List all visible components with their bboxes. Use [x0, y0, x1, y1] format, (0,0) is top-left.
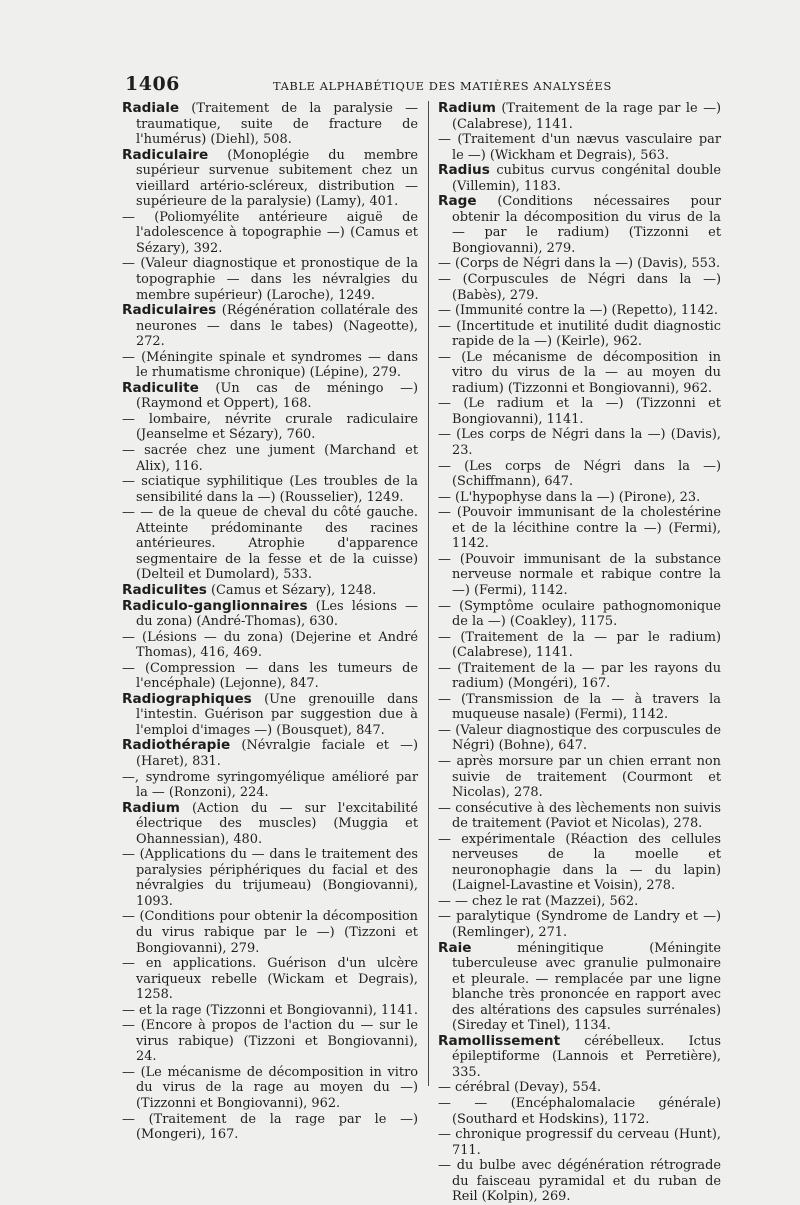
entry-headword: Radiculite [122, 379, 199, 396]
index-entry [438, 132, 721, 163]
index-entry [438, 1034, 721, 1081]
entry-text: (Traitement de la rage par le —) (Calabrese), 1141. [452, 101, 721, 132]
entry-headword: Radiculites [122, 581, 207, 598]
entry-text: — (Corpuscules de Négri dans la —) (Babès), 279. [438, 272, 721, 303]
entry-headword: Rage [438, 193, 477, 210]
index-entry [122, 692, 418, 739]
index-entry [122, 381, 418, 412]
entry-text: méningitique (Méningite tuberculeuse avec granulie pulmonaire et pleurale. — remplacée par une ligne blanche très prononcée en rapport avec des altérations des capsules surrénales) (Sireday et Tinel), 1134. [452, 940, 721, 1034]
index-entry [438, 101, 721, 132]
index-entry [438, 599, 721, 630]
index-entry [438, 350, 721, 397]
entry-headword: Radiographiques [122, 690, 252, 707]
index-entry [438, 661, 721, 692]
index-entry [438, 396, 721, 427]
entry-text: — cérébral (Devay), 554. [438, 1080, 602, 1096]
index-entry [122, 1065, 418, 1112]
entry-text: —, syndrome syringomyélique amélioré par la — (Ronzoni), 224. [122, 769, 418, 801]
index-entry [122, 661, 418, 692]
page-number: 1406 [125, 73, 180, 95]
index-entry [438, 1127, 721, 1158]
entry-text: — (Immunité contre la —) (Repetto), 1142. [438, 303, 718, 319]
index-entry [122, 350, 418, 381]
entry-text: cérébelleux. Ictus épileptiforme (Lannois et Perretière), 335. [452, 1033, 721, 1080]
entry-text: (Monoplégie du membre supérieur survenue subitement chez un vieillard artério-scléreux, distribution — supérieure de la paralysie) (Lamy), 401. [136, 147, 418, 210]
entry-headword: Radium [438, 100, 496, 116]
right-column [438, 101, 721, 1205]
index-entry [438, 303, 721, 319]
entry-text: — — chez le rat (Mazzei), 562. [438, 893, 639, 909]
index-entry [122, 443, 418, 474]
entry-text: — (Encore à propos de l'action du — sur le virus rabique) (Tizzoni et Bongiovanni), 24. [122, 1018, 418, 1065]
entry-text: (Action du — sur l'excitabilité électrique des muscles) (Muggia et Ohannessian), 480. [136, 800, 418, 847]
index-entry [122, 412, 418, 443]
index-entry [122, 101, 418, 148]
index-entry [122, 801, 418, 848]
entry-text: — (Traitement de la — par les rayons du radium) (Mongéri), 167. [438, 660, 721, 692]
entry-text: — (Le radium et la —) (Tizzonni et Bongiovanni), 1141. [438, 396, 721, 427]
entry-text: (Névralgie faciale et —) (Haret), 831. [136, 738, 418, 769]
entry-text: — (Méningite spinale et syndromes — dans le rhumatisme chronique) (Lépine), 279. [122, 349, 418, 381]
entry-headword: Radiale [122, 100, 180, 116]
entry-text: (Régénération collatérale des neurones — dans le tabes) (Nageotte), 272. [136, 303, 418, 350]
index-entry [122, 909, 418, 956]
index-entry [122, 738, 418, 769]
entry-headword: Radiculaires [122, 302, 217, 319]
left-column [122, 101, 418, 1143]
entry-text: (Une grenouille dans l'intestin. Guérison par suggestion due à l'emploi d'images —) (Bousquet), 847. [136, 691, 418, 738]
entry-text: — (Corps de Négri dans la —) (Davis), 553. [438, 256, 721, 272]
index-entry [438, 630, 721, 661]
entry-text: — paralytique (Syndrome de Landry et —) (Remlinger), 271. [438, 909, 721, 940]
entry-text: — en applications. Guérison d'un ulcère variqueux rebelle (Wickam et Degrais), 1258. [122, 956, 418, 1003]
entry-headword: Radiculaire [122, 146, 209, 163]
index-entry [122, 770, 418, 801]
entry-text: — du bulbe avec dégénération rétrograde du faisceau pyramidal et du ruban de Reil (Kolpin), 269. [438, 1158, 721, 1205]
index-entry [438, 459, 721, 490]
entry-text: — (Valeur diagnostique des corpuscules de Négri) (Bohne), 647. [438, 722, 721, 754]
index-entry [122, 505, 418, 583]
index-entry [438, 427, 721, 458]
index-entry [122, 847, 418, 909]
index-entry [438, 941, 721, 1034]
index-entry [438, 832, 721, 894]
index-entry [438, 505, 721, 552]
index-entry [122, 583, 418, 599]
entry-text: — (Lésions — du zona) (Dejerine et André Thomas), 416, 469. [122, 629, 418, 661]
entry-text: — (Poliomyélite antérieure aiguë de l'adolescence à topographie —) (Camus et Sézary), 392. [122, 209, 418, 256]
entry-text: — — de la queue de cheval du côté gauche. Atteinte prédominante des racines antérieures. Atrophie d'apparence segmentaire de la fesse et de la cuisse) (Delteil et Dumolard), 533. [122, 505, 418, 583]
entry-headword: Radium [122, 799, 180, 816]
index-entry [122, 1003, 418, 1019]
entry-text: — (Les corps de Négri dans la —) (Schiffmann), 647. [438, 458, 721, 490]
entry-text: — (Traitement de la rage par le —) (Mongeri), 167. [122, 1111, 418, 1143]
entry-text: — (Pouvoir immunisant de la substance nerveuse normale et rabique contre la —) (Fermi), 1142. [438, 551, 721, 598]
entry-text: — sciatique syphilitique (Les troubles de la sensibilité dans la —) (Rousselier), 1249. [122, 474, 418, 505]
index-entry [438, 490, 721, 506]
index-entry [438, 272, 721, 303]
entry-text: — (Pouvoir immunisant de la cholestérine et de la lécithine contre la —) (Fermi), 1142. [438, 505, 721, 552]
entry-text: — consécutive à des lèchements non suivis de traitement (Paviot et Nicolas), 278. [438, 800, 721, 832]
entry-text: — (Symptôme oculaire pathognomonique de la —) (Coakley), 1175. [438, 598, 721, 630]
entry-text: — (Applications du — dans le traitement des paralysies périphériques du facial et des névralgies du trijumeau) (Bongiovanni), 1093. [122, 847, 418, 909]
running-title: TABLE ALPHABÉTIQUE DES MATIÈRES ANALYSÉES [273, 79, 612, 93]
index-entry [122, 1112, 418, 1143]
index-entry [438, 1158, 721, 1205]
index-entry [122, 630, 418, 661]
index-entry [438, 163, 721, 194]
entry-text: — (Traitement de la — par le radium) (Calabrese), 1141. [438, 629, 721, 661]
entry-text: — (Transmission de la — à travers la muqueuse nasale) (Fermi), 1142. [438, 691, 721, 723]
entry-text: — et la rage (Tizzonni et Bongiovanni), 1141. [122, 1002, 418, 1018]
entry-text: — (Le mécanisme de décomposition in vitro du virus de la rage au moyen du —) (Tizzonni et Bongiovanni), 962. [122, 1064, 418, 1111]
entry-text: — (Les corps de Négri dans la —) (Davis), 23. [438, 427, 721, 459]
entry-text: — (Compression — dans les tumeurs de l'encéphale) (Lejonne), 847. [122, 660, 418, 692]
page-header [125, 73, 715, 97]
entry-headword: Radiothérapie [122, 737, 231, 754]
entry-text: (Conditions nécessaires pour obtenir la décomposition du virus de la — par le radium) (Tizzonni et Bongiovanni), 279. [452, 194, 721, 256]
index-entry [438, 692, 721, 723]
index-entry [438, 894, 721, 910]
index-entry [438, 256, 721, 272]
entry-text: — (Le mécanisme de décomposition in vitro du virus de la — au moyen du radium) (Tizzonni et Bongiovanni), 962. [438, 349, 721, 396]
entry-text: — (Conditions pour obtenir la décomposition du virus rabique par le —) (Tizzoni et Bongiovanni), 279. [122, 909, 418, 956]
entry-text: — après morsure par un chien errant non suivie de traitement (Courmont et Nicolas), 278. [438, 753, 721, 801]
entry-headword: Radiculo-ganglionnaires [122, 597, 308, 614]
entry-text: — sacrée chez une jument (Marchand et Alix), 116. [122, 443, 418, 474]
entry-text: — lombaire, névrite crurale radiculaire (Jeanselme et Sézary), 760. [122, 411, 418, 443]
entry-headword: Radius [438, 162, 490, 179]
index-entry [438, 909, 721, 940]
entry-headword: Raie [438, 939, 472, 956]
entry-text: — chronique progressif du cerveau (Hunt), 711. [438, 1127, 721, 1158]
entry-text: (Traitement de la paralysie — traumatique, suite de fracture de l'humérus) (Diehl), 508. [136, 101, 418, 148]
index-entry [438, 1080, 721, 1096]
entry-text: (Un cas de méningo —) (Raymond et Oppert), 168. [136, 380, 418, 412]
index-entry [438, 552, 721, 599]
index-entry [438, 194, 721, 256]
entry-text: — expérimentale (Réaction des cellules nerveuses de la moelle et neuronophagie dans la — du lapin) (Laignel-Lavastine et Voisin), 278. [438, 831, 721, 894]
index-entry [122, 1018, 418, 1065]
index-entry [438, 723, 721, 754]
entry-headword: Ramollissement [438, 1032, 561, 1049]
index-entry [438, 801, 721, 832]
entry-text: cubitus curvus congénital double (Villemin), 1183. [452, 163, 721, 194]
entry-text: — (Incertitude et inutilité dudit diagnostic rapide de la —) (Keirle), 962. [438, 318, 721, 350]
entry-text: — (Valeur diagnostique et pronostique de la topographie — dans les névralgies du membre supérieur) (Laroche), 1249. [122, 256, 418, 303]
index-entry [122, 303, 418, 350]
index-entry [122, 148, 418, 210]
index-entry [438, 319, 721, 350]
entry-text: — (L'hypophyse dans la —) (Pirone), 23. [438, 489, 701, 505]
entry-text: — — (Encéphalomalacie générale) (Southard et Hodskins), 1172. [438, 1096, 721, 1127]
index-entry [122, 474, 418, 505]
index-entry [122, 256, 418, 303]
entry-text: — (Traitement d'un nævus vasculaire par le —) (Wickham et Degrais), 563. [438, 132, 721, 163]
index-entry [438, 1096, 721, 1127]
index-entry [122, 210, 418, 257]
column-divider [428, 101, 429, 1086]
entry-text: (Camus et Sézary), 1248. [206, 582, 377, 598]
index-entry [438, 754, 721, 801]
index-entry [122, 599, 418, 630]
entry-text: (Les lésions — du zona) (André-Thomas), 630. [136, 598, 418, 630]
index-entry [122, 956, 418, 1003]
